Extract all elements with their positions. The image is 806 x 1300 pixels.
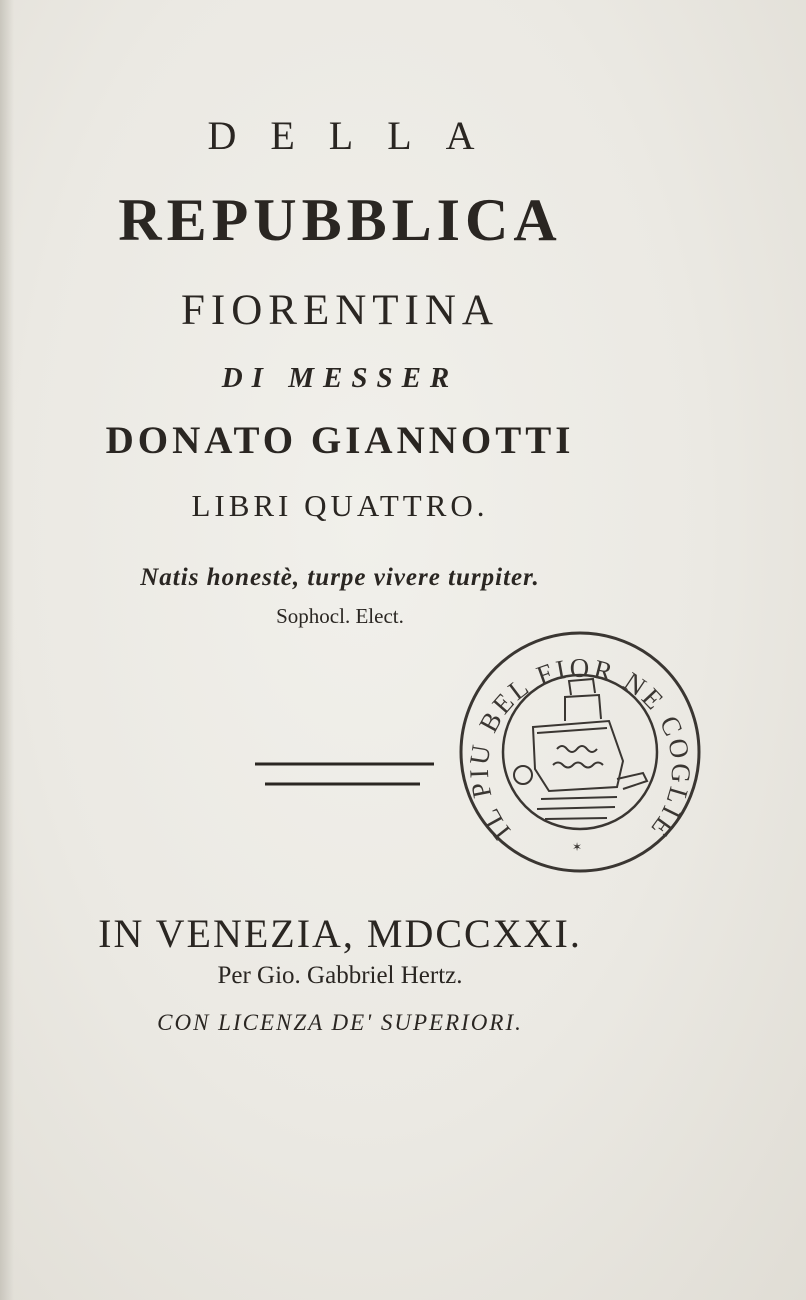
title-line-repubblica: REPUBBLICA bbox=[118, 187, 562, 253]
title-line-di-messer: DI MESSER bbox=[221, 362, 459, 394]
epigraph: Natis honestè, turpe vivere turpiter. bbox=[140, 564, 540, 591]
epigraph-source: Sophocl. Elect. bbox=[276, 604, 404, 628]
stamp-motto: IL PIU BEL FIOR NE COGLIE bbox=[463, 652, 697, 846]
stamp-star-icon: ✶ bbox=[572, 840, 583, 854]
volume-count: LIBRI QUATTRO. bbox=[191, 488, 489, 523]
title-line-fiorentina: FIORENTINA bbox=[181, 287, 499, 334]
imprint-place-date: IN VENEZIA, MDCCXXI. bbox=[98, 911, 582, 956]
title-line-della: DELLA bbox=[207, 113, 509, 158]
stamp-emblem-icon bbox=[514, 679, 647, 819]
printer-name: Per Gio. Gabbriel Hertz. bbox=[217, 962, 463, 989]
license-notice: CON LICENZA DE' SUPERIORI. bbox=[157, 1010, 523, 1035]
author-name: DONATO GIANNOTTI bbox=[105, 419, 575, 462]
library-stamp bbox=[457, 629, 703, 875]
